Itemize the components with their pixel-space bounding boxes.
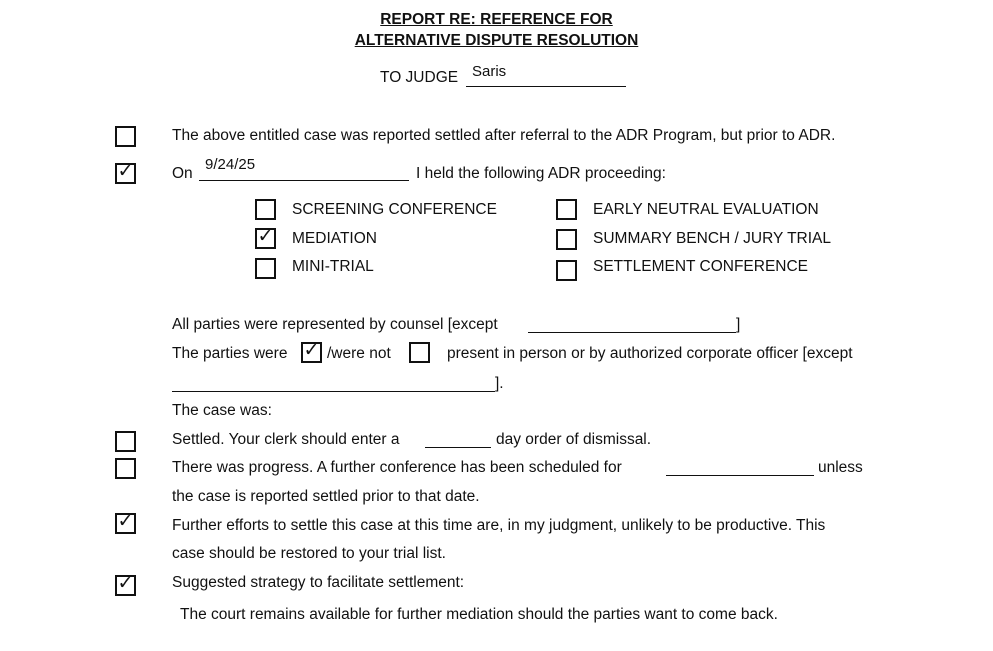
held-proceeding-checkbox[interactable] [115, 160, 136, 184]
early-neutral-evaluation-checkbox[interactable] [556, 199, 577, 220]
parties-were-checkbox[interactable] [301, 339, 322, 363]
counsel-text: All parties were represented by counsel [except [172, 316, 498, 333]
case-was-heading: The case was: [172, 402, 272, 419]
screening-conference-label: SCREENING CONFERENCE [292, 201, 497, 218]
mini-trial-checkbox[interactable] [255, 258, 276, 279]
settled-text: Settled. Your clerk should enter a [172, 431, 400, 448]
settled-checkbox[interactable] [115, 431, 136, 452]
were-not-label: /were not [327, 345, 391, 362]
counsel-close-bracket: ] [736, 316, 741, 333]
proceeding-date-line [199, 180, 409, 181]
check-icon: ✓ [117, 572, 134, 594]
screening-conference-checkbox[interactable] [255, 199, 276, 220]
settlement-conference-label: SETTLEMENT CONFERENCE [593, 258, 809, 275]
report-title-line1: REPORT RE: REFERENCE FOR [380, 11, 613, 28]
check-icon: ✓ [117, 510, 134, 532]
parties-were-not-checkbox[interactable] [409, 342, 430, 363]
further-conference-date-line[interactable] [666, 475, 814, 476]
unproductive-text-line2: case should be restored to your trial list. [172, 545, 446, 562]
check-icon: ✓ [117, 160, 134, 182]
strategy-checkbox[interactable] [115, 572, 136, 596]
settlement-conference-checkbox[interactable] [556, 260, 577, 281]
judge-name-line [466, 86, 626, 87]
progress-text: There was progress. A further conference has been scheduled for [172, 459, 622, 476]
strategy-response[interactable]: The court remains available for further mediation should the parties want to come back. [180, 606, 778, 623]
strategy-text: Suggested strategy to facilitate settlement: [172, 574, 465, 591]
summary-bench-jury-trial-label: SUMMARY BENCH / JURY TRIAL [593, 230, 832, 247]
check-icon: ✓ [257, 225, 274, 247]
present-text: present in person or by authorized corporate officer [except [447, 345, 853, 362]
on-label: On [172, 165, 193, 182]
progress-checkbox[interactable] [115, 458, 136, 479]
proceeding-date-value[interactable]: 9/24/25 [205, 156, 256, 173]
mediation-label: MEDIATION [292, 230, 377, 247]
early-neutral-evaluation-label: EARLY NEUTRAL EVALUATION [593, 201, 819, 218]
judge-name-value[interactable]: Saris [472, 63, 507, 80]
dismissal-days-line[interactable] [425, 447, 491, 448]
settled-text-after: day order of dismissal. [496, 431, 652, 448]
present-close-bracket: ]. [495, 375, 504, 392]
mediation-checkbox[interactable] [255, 225, 276, 249]
report-title-line2: ALTERNATIVE DISPUTE RESOLUTION [354, 32, 639, 49]
mini-trial-label: MINI-TRIAL [292, 258, 374, 275]
to-judge-label: TO JUDGE [380, 69, 459, 86]
present-except-line[interactable] [172, 391, 495, 392]
held-proceeding-text: I held the following ADR proceeding: [416, 165, 666, 182]
unproductive-text-line1: Further efforts to settle this case at this time are, in my judgment, unlikely to be productive. This [172, 517, 826, 534]
unproductive-checkbox[interactable] [115, 510, 136, 534]
settled-before-adr-text: The above entitled case was reported settled after referral to the ADR Program, but prior to ADR. [172, 127, 836, 144]
progress-text-line2: the case is reported settled prior to that date. [172, 488, 480, 505]
check-icon: ✓ [303, 339, 320, 361]
summary-bench-jury-trial-checkbox[interactable] [556, 229, 577, 250]
progress-unless-text: unless [818, 459, 863, 476]
settled-before-adr-checkbox[interactable] [115, 126, 136, 147]
parties-were-label: The parties were [172, 345, 288, 362]
counsel-except-line[interactable] [528, 332, 736, 333]
